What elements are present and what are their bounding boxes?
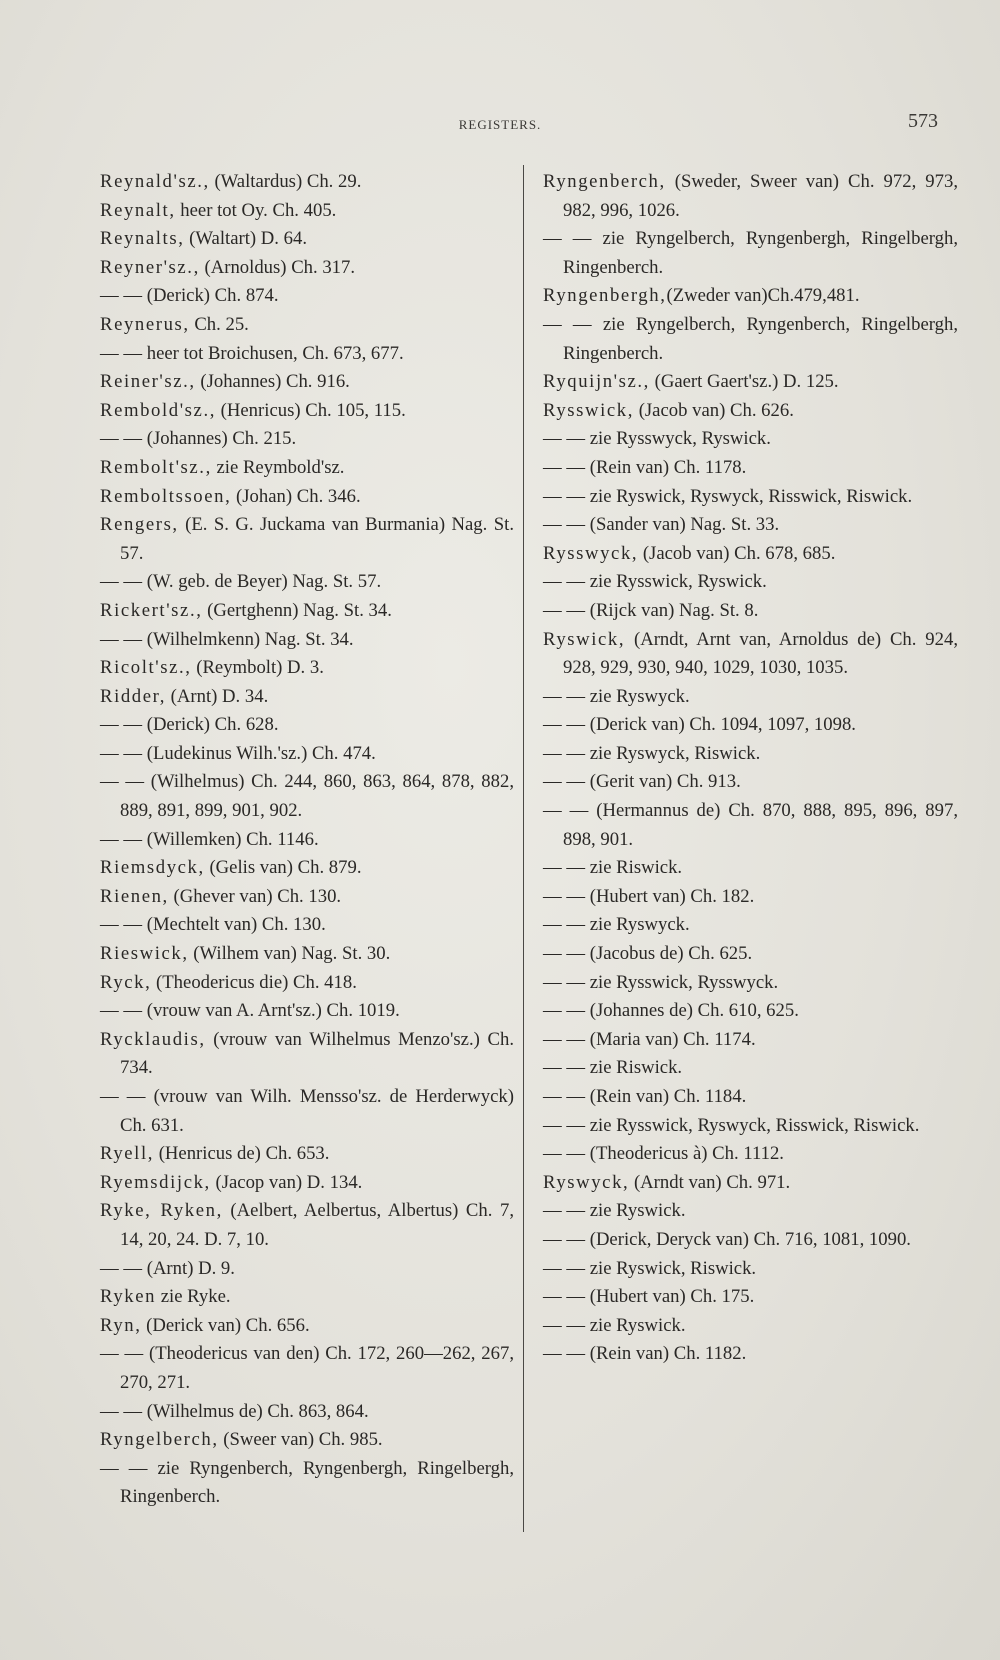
entry-text: — — (Hubert van) Ch. 175. bbox=[543, 1286, 755, 1308]
index-entry bbox=[543, 1169, 958, 1198]
entry-headword: Rysswyck, bbox=[543, 542, 639, 564]
index-entry bbox=[543, 511, 958, 540]
entry-text: — — (Gerit van) Ch. 913. bbox=[543, 771, 741, 793]
entry-text: (Ghever van) Ch. 130. bbox=[168, 885, 342, 907]
entry-text: — — zie Ryswyck. bbox=[543, 685, 690, 707]
column-divider bbox=[523, 165, 524, 1532]
index-entry bbox=[100, 1169, 514, 1198]
entry-text: (Waltardus) Ch. 29. bbox=[209, 171, 362, 192]
entry-headword: Ryswyck, bbox=[543, 1171, 630, 1193]
entry-text: (Aelbert, Aelbertus, Albertus) Ch. 7, 14, 20, 24. D. 7, 10. bbox=[120, 1200, 514, 1250]
entry-text: — — zie Riswick. bbox=[543, 1057, 683, 1079]
right-column bbox=[543, 168, 958, 1369]
entry-text: — — zie Ryngenberch, Ryngenbergh, Ringelbergh, Ringenberch. bbox=[100, 1457, 514, 1508]
entry-text: — — zie Ryngelberch, Ryngenberch, Ringelbergh, Ringenberch. bbox=[543, 313, 958, 364]
entry-text: heer tot Oy. Ch. 405. bbox=[175, 199, 337, 221]
entry-text: — — zie Ryswick. bbox=[543, 1200, 686, 1222]
index-entry bbox=[543, 1312, 958, 1341]
entry-headword: Rengers, bbox=[100, 514, 179, 536]
index-entry bbox=[100, 626, 514, 655]
index-entry bbox=[543, 883, 958, 912]
entry-text: (Johannes) Ch. 916. bbox=[195, 371, 350, 393]
index-entry bbox=[100, 1426, 514, 1455]
entry-text: — — zie Rysswyck, Ryswick. bbox=[543, 428, 771, 450]
entry-headword: Reynerus, bbox=[100, 313, 190, 335]
index-entry bbox=[543, 454, 958, 483]
entry-text: (Theodericus die) Ch. 418. bbox=[151, 971, 357, 993]
index-entry bbox=[100, 969, 514, 998]
entry-text: — — zie Rysswick, Ryswyck, Risswick, Riswick. bbox=[543, 1114, 920, 1136]
index-entry bbox=[100, 826, 514, 855]
index-entry bbox=[543, 997, 958, 1026]
entry-headword: Rienen, bbox=[100, 885, 169, 907]
index-entry bbox=[100, 225, 514, 254]
entry-headword: Reiner'sz., bbox=[100, 371, 196, 393]
index-entry bbox=[100, 940, 514, 969]
index-entry bbox=[543, 854, 958, 883]
entry-text: (Sweer van) Ch. 985. bbox=[218, 1429, 383, 1451]
index-entry bbox=[543, 969, 958, 998]
index-entry bbox=[100, 883, 514, 912]
index-entry bbox=[100, 397, 514, 426]
index-entry bbox=[100, 454, 514, 483]
index-entry bbox=[100, 197, 514, 226]
entry-text: — — (Rein van) Ch. 1178. bbox=[543, 456, 747, 478]
index-entry bbox=[543, 168, 958, 225]
entry-headword: Ryemsdijck, bbox=[100, 1171, 211, 1193]
index-entry bbox=[100, 1455, 514, 1512]
entry-text: (Jacob van) Ch. 678, 685. bbox=[638, 542, 836, 564]
entry-headword: Rembolt'sz., bbox=[100, 456, 212, 478]
index-entry bbox=[100, 340, 514, 369]
index-entry bbox=[543, 1083, 958, 1112]
index-entry bbox=[100, 282, 514, 311]
entry-text: — — (Theodericus à) Ch. 1112. bbox=[543, 1143, 784, 1165]
entry-headword: Ryngenbergh, bbox=[543, 285, 667, 307]
entry-text: — — (Wilhelmus) Ch. 244, 860, 863, 864, 878, 882, 889, 891, 899, 901, 902. bbox=[100, 771, 514, 822]
entry-text: (Zweder van)Ch.479,481. bbox=[666, 285, 860, 307]
entry-text: (Arndt, Arnt van, Arnoldus de) Ch. 924, 928, 929, 930, 940, 1029, 1030, 1035. bbox=[563, 628, 958, 679]
index-entry bbox=[543, 425, 958, 454]
entry-text: — — (Arnt) D. 9. bbox=[100, 1257, 235, 1279]
entry-text: — — (Wilhelmus de) Ch. 863, 864. bbox=[100, 1400, 369, 1422]
entry-text: — — (Johannes de) Ch. 610, 625. bbox=[543, 1000, 799, 1022]
index-entry bbox=[543, 225, 958, 282]
entry-text: — — heer tot Broichusen, Ch. 673, 677. bbox=[100, 342, 404, 364]
index-entry bbox=[100, 311, 514, 340]
index-entry bbox=[543, 940, 958, 969]
index-entry bbox=[100, 425, 514, 454]
index-entry bbox=[100, 1083, 514, 1140]
entry-text: — — (vrouw van A. Arnt'sz.) Ch. 1019. bbox=[100, 1000, 400, 1022]
index-entry bbox=[100, 168, 514, 197]
entry-text: — — (Rein van) Ch. 1184. bbox=[543, 1086, 747, 1107]
entry-headword: Ryck, bbox=[100, 971, 152, 993]
index-entry bbox=[543, 683, 958, 712]
entry-text: — — (Hubert van) Ch. 182. bbox=[543, 885, 755, 907]
entry-headword: Ryken bbox=[100, 1286, 157, 1308]
index-entry bbox=[543, 1026, 958, 1055]
entry-text: (Sweder, Sweer van) Ch. 972, 973, 982, 996, 1026. bbox=[563, 171, 958, 221]
index-entry bbox=[543, 568, 958, 597]
index-entry bbox=[100, 1312, 514, 1341]
entry-text: — — zie Rysswick, Rysswyck. bbox=[543, 971, 779, 993]
entry-text: (Waltart) D. 64. bbox=[184, 228, 308, 250]
index-entry bbox=[100, 997, 514, 1026]
index-entry bbox=[543, 1140, 958, 1169]
entry-headword: Reynald'sz., bbox=[100, 171, 210, 192]
entry-headword: Rysswick, bbox=[543, 399, 635, 421]
index-entry bbox=[543, 1283, 958, 1312]
entry-headword: Rickert'sz., bbox=[100, 599, 203, 621]
index-entry bbox=[543, 768, 958, 797]
entry-text: — — (Rijck van) Nag. St. 8. bbox=[543, 599, 759, 621]
entry-text: — — (Maria van) Ch. 1174. bbox=[543, 1028, 756, 1050]
entry-text: zie Ryke. bbox=[156, 1286, 231, 1308]
entry-text: (Arnt) D. 34. bbox=[166, 685, 269, 707]
entry-text: — — (Rein van) Ch. 1182. bbox=[543, 1343, 747, 1365]
entry-headword: Rieswick, bbox=[100, 943, 189, 965]
index-entry bbox=[100, 254, 514, 283]
entry-text: — — (Mechtelt van) Ch. 130. bbox=[100, 914, 326, 936]
index-entry bbox=[100, 854, 514, 883]
entry-headword: Ryell, bbox=[100, 1143, 155, 1165]
index-entry bbox=[100, 1197, 514, 1254]
index-entry bbox=[543, 597, 958, 626]
entry-text: — — (Derick) Ch. 628. bbox=[100, 714, 279, 736]
entry-text: (Reymbolt) D. 3. bbox=[191, 657, 324, 679]
entry-text: (Gertghenn) Nag. St. 34. bbox=[202, 599, 392, 621]
entry-text: (Jacop van) D. 134. bbox=[210, 1171, 363, 1193]
entry-text: — — (Willemken) Ch. 1146. bbox=[100, 828, 319, 850]
index-entry bbox=[100, 711, 514, 740]
index-entry bbox=[100, 483, 514, 512]
entry-text: (Gaert Gaert'sz.) D. 125. bbox=[649, 371, 839, 393]
entry-text: (E. S. G. Juckama van Burmania) Nag. St. 57. bbox=[120, 514, 514, 564]
entry-text: — — (Derick, Deryck van) Ch. 716, 1081, 1090. bbox=[543, 1228, 911, 1250]
entry-text: — — (Theodericus van den) Ch. 172, 260—262, 267, 270, 271. bbox=[100, 1343, 514, 1393]
entry-text: (Gelis van) Ch. 879. bbox=[204, 857, 362, 879]
index-entry bbox=[100, 1140, 514, 1169]
entry-text: — — zie Ryswick, Ryswyck, Risswick, Riswick. bbox=[543, 485, 913, 507]
entry-headword: Ryngenberch, bbox=[543, 171, 666, 192]
entry-headword: Reynalts, bbox=[100, 228, 185, 250]
page-number: 573 bbox=[908, 110, 938, 132]
index-entry bbox=[543, 711, 958, 740]
entry-headword: Ryswick, bbox=[543, 628, 626, 650]
entry-headword: Ridder, bbox=[100, 685, 166, 707]
entry-headword: Remboltssoen, bbox=[100, 485, 232, 507]
entry-headword: Ryquijn'sz., bbox=[543, 371, 650, 393]
entry-text: — — zie Rysswick, Ryswick. bbox=[543, 571, 767, 593]
index-entry bbox=[543, 1340, 958, 1369]
index-entry bbox=[100, 368, 514, 397]
entry-text: — — zie Ryswick, Riswick. bbox=[543, 1257, 757, 1279]
entry-headword: Ricolt'sz., bbox=[100, 657, 192, 679]
index-entry bbox=[543, 397, 958, 426]
entry-headword: Ryngelberch, bbox=[100, 1429, 219, 1451]
entry-headword: Ryn, bbox=[100, 1314, 142, 1336]
entry-text: — — (Ludekinus Wilh.'sz.) Ch. 474. bbox=[100, 742, 376, 764]
entry-text: (Arnoldus) Ch. 317. bbox=[199, 256, 356, 278]
index-entry bbox=[100, 768, 514, 825]
index-entry bbox=[100, 1398, 514, 1427]
index-entry bbox=[100, 1255, 514, 1284]
entry-headword: Reynalt, bbox=[100, 199, 176, 221]
index-entry bbox=[543, 282, 958, 311]
index-entry bbox=[543, 368, 958, 397]
entry-text: (Wilhem van) Nag. St. 30. bbox=[188, 943, 391, 965]
running-header: REGISTERS. bbox=[458, 117, 542, 132]
entry-text: — — (Derick) Ch. 874. bbox=[100, 285, 279, 307]
entry-text: — — zie Ryngelberch, Ryngenbergh, Ringelbergh, Ringenberch. bbox=[543, 228, 958, 278]
entry-headword: Reyner'sz., bbox=[100, 256, 200, 278]
index-entry bbox=[543, 483, 958, 512]
entry-text: (vrouw van Wilhelmus Menzo'sz.) Ch. 734. bbox=[120, 1028, 514, 1079]
index-entry bbox=[100, 683, 514, 712]
entry-headword: Ryke, Ryken, bbox=[100, 1200, 223, 1222]
entry-text: — — zie Ryswyck, Riswick. bbox=[543, 742, 761, 764]
index-entry bbox=[100, 511, 514, 568]
entry-text: — — zie Ryswick. bbox=[543, 1314, 686, 1336]
index-entry bbox=[543, 1112, 958, 1141]
entry-headword: Rycklaudis, bbox=[100, 1028, 206, 1050]
entry-text: (Henricus de) Ch. 653. bbox=[154, 1143, 330, 1165]
index-entry bbox=[100, 1283, 514, 1312]
entry-text: (Johan) Ch. 346. bbox=[231, 485, 361, 507]
index-entry bbox=[100, 654, 514, 683]
left-column bbox=[100, 168, 514, 1512]
entry-text: — — (vrouw van Wilh. Mensso'sz. de Herderwyck) Ch. 631. bbox=[100, 1086, 514, 1136]
entry-text: — — (Sander van) Nag. St. 33. bbox=[543, 514, 780, 536]
index-entry bbox=[100, 740, 514, 769]
entry-text: — — zie Ryswyck. bbox=[543, 914, 690, 936]
index-entry bbox=[543, 626, 958, 683]
index-entry bbox=[100, 568, 514, 597]
entry-text: — — (Wilhelmkenn) Nag. St. 34. bbox=[100, 628, 354, 650]
entry-headword: Riemsdyck, bbox=[100, 857, 205, 879]
entry-text: zie Reymbold'sz. bbox=[211, 456, 345, 478]
entry-text: — — (Derick van) Ch. 1094, 1097, 1098. bbox=[543, 714, 856, 736]
index-entry bbox=[543, 1226, 958, 1255]
index-entry bbox=[100, 597, 514, 626]
entry-text: — — (Johannes) Ch. 215. bbox=[100, 428, 297, 450]
index-entry bbox=[100, 1026, 514, 1083]
entry-headword: Rembold'sz., bbox=[100, 399, 216, 421]
entry-text: (Henricus) Ch. 105, 115. bbox=[216, 399, 406, 421]
index-entry bbox=[543, 311, 958, 368]
index-entry bbox=[543, 740, 958, 769]
index-entry bbox=[543, 1255, 958, 1284]
entry-text: Ch. 25. bbox=[189, 313, 249, 335]
entry-text: — — zie Riswick. bbox=[543, 857, 683, 879]
entry-text: (Jacob van) Ch. 626. bbox=[634, 399, 794, 421]
entry-text: (Arndt van) Ch. 971. bbox=[629, 1171, 791, 1193]
index-entry bbox=[543, 1197, 958, 1226]
entry-text: (Derick van) Ch. 656. bbox=[141, 1314, 310, 1336]
index-entry bbox=[543, 797, 958, 854]
index-entry bbox=[543, 1054, 958, 1083]
entry-text: — — (W. geb. de Beyer) Nag. St. 57. bbox=[100, 571, 382, 593]
index-entry bbox=[100, 911, 514, 940]
index-entry bbox=[543, 540, 958, 569]
entry-text: — — (Hermannus de) Ch. 870, 888, 895, 896, 897, 898, 901. bbox=[543, 800, 958, 850]
index-entry bbox=[100, 1340, 514, 1397]
entry-text: — — (Jacobus de) Ch. 625. bbox=[543, 943, 753, 965]
index-entry bbox=[543, 911, 958, 940]
